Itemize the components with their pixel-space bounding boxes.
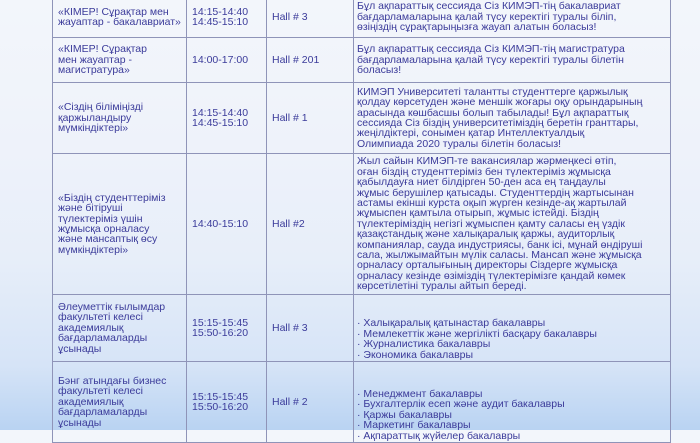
session-hall: Hall # 2 <box>267 362 354 443</box>
session-time: 14:40-15:10 <box>187 154 267 295</box>
session-description <box>354 295 671 362</box>
session-title: «КІМЕР! Сұрақтар мен жауаптар - бакалавриат» <box>53 0 187 38</box>
session-hall: Hall #2 <box>267 154 354 295</box>
session-hall: Hall # 1 <box>267 83 354 154</box>
list-item: · Халықаралық қатынастар бакалавры <box>357 318 666 328</box>
session-title: Бэнг атындағы бизнес факультеті келесі академиялық бағдарламаларды ұсынады <box>53 362 187 443</box>
table-row <box>53 0 671 38</box>
table-row <box>53 154 671 295</box>
session-title: «КІМЕР! Сұрақтар мен жауаптар - магистратура» <box>53 38 187 83</box>
session-time: 14:15-14:40 14:45-15:10 <box>187 0 267 38</box>
list-item: · Ақпараттық жүйелер бакалавры <box>357 431 666 441</box>
list-item: · Менеджмент бакалавры <box>357 389 666 399</box>
table-row <box>53 38 671 83</box>
list-item: · Журналистика бакалавры <box>357 339 666 349</box>
session-title: Әлеуметтік ғылымдар факультеті келесі академиялық бағдарламаларды ұсынады <box>53 295 187 362</box>
list-item: · Қаржы бакалавры <box>357 410 666 420</box>
session-description: Жыл сайын КИМЭП-те вакансиялар жәрмеңкесі өтіп, оған біздің студенттеріміз бен түлектеріміз жұмысқа қабылдауға ниет білдірген 50-ден аса ең таңдаулы жұмыс берушілер қатысады. Студенттердің жартысынан астамы екінші курста оқып жүрген кезінде-ақ жартылай жұмыспен қамтыла отырып, жұмыс істейді. Біздің түлектеріміздің негізгі жұмыспен қамту саласы ең үздік қазақстандық және халықаралық қаржы, аудиторлық компаниялар, сауда индустриясы, банк ісі, мұнай өндіруші сала, жылжымайтын мүлік саласы. Мансап және жұмысқа орналасу орталығының директоры Сіздерге жұмысқа орналасу кезінде өзіміздің түлектерімізге қандай көмек көрсетілетіні туралы айтып береді. <box>354 154 671 295</box>
session-title: «Сіздің біліміңізді қаржыландыру мүмкіндіктері» <box>53 83 187 154</box>
program-list <box>357 389 666 441</box>
table-row <box>53 362 671 443</box>
table-row <box>53 83 671 154</box>
session-title: «Біздің студенттеріміз және бітіруші түлектеріміз үшін жұмысқа орналасу және мансаптық өсу мүмкіндіктері» <box>53 154 187 295</box>
list-item: · Мемлекеттік және жергілікті басқару бакалавры <box>357 329 666 339</box>
list-item: · Маркетинг бакалавры <box>357 420 666 430</box>
program-list <box>357 318 666 360</box>
session-hall: Hall # 3 <box>267 0 354 38</box>
list-item: · Экономика бакалавры <box>357 350 666 360</box>
session-time: 15:15-15:45 15:50-16:20 <box>187 362 267 443</box>
list-item: · Бухгалтерлік есеп және аудит бакалавры <box>357 399 666 409</box>
table-row <box>53 295 671 362</box>
session-description: Бұл ақпараттық сессияда Сіз КИМЭП-тің бакалавриат бағдарламаларына қалай түсу керектігі туралы біліп, өзіңіздің сұрақтарыңызға жауап алатын боласыз! <box>354 0 671 38</box>
session-time: 14:00-17:00 <box>187 38 267 83</box>
session-hall: Hall # 3 <box>267 295 354 362</box>
session-description <box>354 362 671 443</box>
session-description: КИМЭП Университеті талантты студенттерге қаржылық қолдау көрсетуден және меншік жоғары оқу орындарының арасында көшбасшы болып табылады! Бұл ақпараттық сессияда Сіз біздің университетіміздің беретін гранттары, жеңілдіктері, сонымен қатар Интеллектуалдық Олимпиада 2020 туралы білетін боласыз! <box>354 83 671 154</box>
session-time: 15:15-15:45 15:50-16:20 <box>187 295 267 362</box>
session-hall: Hall # 201 <box>267 38 354 83</box>
schedule-table <box>52 0 671 443</box>
session-description: Бұл ақпараттық сессияда Сіз КИМЭП-тің магистратура бағдарламаларына қалай түсу керектігі туралы білетін боласыз! <box>354 38 671 83</box>
session-time: 14:15-14:40 14:45-15:10 <box>187 83 267 154</box>
